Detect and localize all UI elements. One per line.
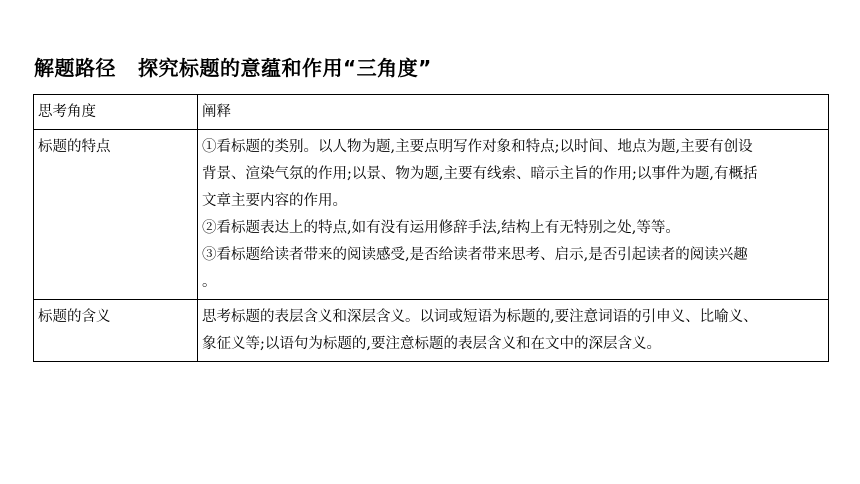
row-content-meaning [198, 300, 829, 362]
header-cell-angle: 思考角度 [34, 95, 198, 130]
content-line: 文章主要内容的作用。 [202, 193, 347, 209]
content-line: 背景、渲染气氛的作用;以景、物为题,主要有线索、暗示主旨的作用;以事件为题,有概括 [202, 166, 758, 182]
content-line: 。 [202, 274, 217, 290]
content-line: ③看标题给读者带来的阅读感受,是否给读者带来思考、启示,是否引起读者的阅读兴趣 [202, 247, 748, 263]
row-content-features [198, 130, 829, 300]
header-cell-explanation: 阐释 [198, 95, 829, 130]
title-part-path: 解题路径 [34, 56, 116, 80]
content-line: ②看标题表达上的特点,如有没有运用修辞手法,结构上有无特别之处,等等。 [202, 220, 680, 236]
content-line: 象征义等;以语句为标题的,要注意标题的表层含义和在文中的深层含义。 [202, 336, 661, 352]
table-row [34, 130, 829, 300]
content-line: 思考标题的表层含义和深层含义。以词或短语为标题的,要注意词语的引申义、比喻义、 [202, 309, 758, 325]
table-header-row [34, 95, 829, 130]
row-label-meaning: 标题的含义 [34, 300, 198, 362]
table-row [34, 300, 829, 362]
page-title [34, 52, 432, 81]
content-line: ①看标题的类别。以人物为题,主要点明写作对象和特点;以时间、地点为题,主要有创设 [202, 139, 753, 155]
title-part-topic: 探究标题的意蕴和作用“三角度” [138, 56, 432, 80]
method-table [33, 94, 829, 362]
row-label-features: 标题的特点 [34, 130, 198, 300]
